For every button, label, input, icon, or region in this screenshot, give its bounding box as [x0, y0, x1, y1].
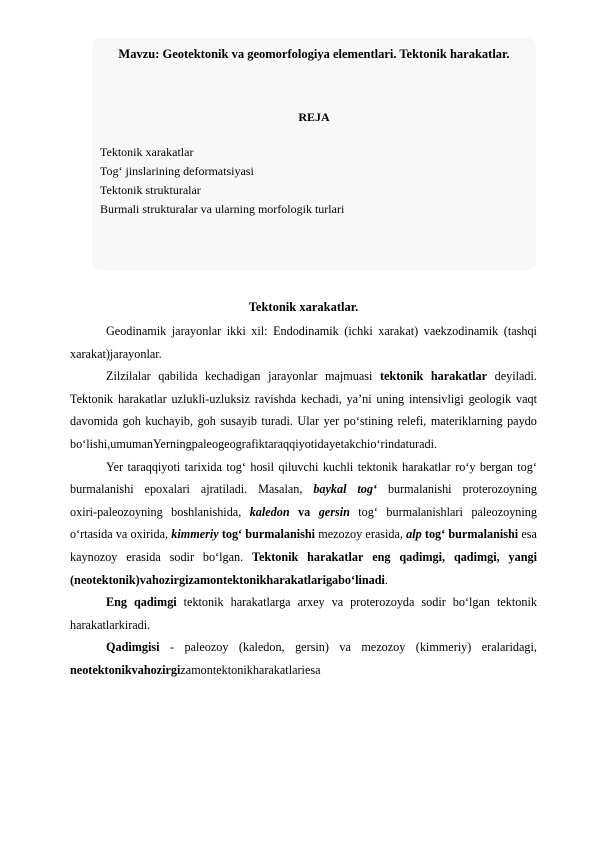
paragraph-line — [70, 388, 537, 411]
word: Ular — [297, 414, 320, 429]
word: harakatlarga — [230, 595, 291, 610]
word: hozirgi — [143, 662, 181, 677]
word: xarakat) — [378, 324, 419, 338]
word: tog‘ — [424, 527, 446, 542]
word: tog‘ — [517, 459, 537, 474]
word: ya’ni — [346, 391, 372, 406]
word: Endodinamik — [273, 324, 339, 338]
word: Zilzilalar — [106, 369, 151, 384]
word: paleozoyning — [471, 504, 537, 519]
word: po‘stining — [343, 414, 394, 429]
word: proterozoyda — [350, 595, 415, 610]
word: tarixida — [184, 459, 222, 474]
word: majmuasi — [325, 369, 373, 384]
word: mezozoy — [318, 527, 363, 542]
word: harakatlari — [252, 662, 305, 677]
word: kuchayib, — [145, 414, 194, 429]
word: va — [339, 640, 351, 655]
word: epoxalari — [144, 482, 190, 497]
word: taraqqiyotida — [264, 436, 330, 451]
paragraph-line — [70, 614, 537, 637]
paragraph-line — [70, 320, 537, 343]
word: harakatlar — [307, 549, 364, 564]
word: tog‘ — [226, 459, 246, 474]
word: kechadigan — [205, 369, 261, 384]
word: harakatlar — [70, 617, 119, 632]
paragraph-line — [70, 659, 537, 682]
word: hozirgi — [151, 572, 189, 587]
word: Masalan, — [258, 482, 303, 497]
word: Yer — [106, 459, 124, 474]
word: deyiladi. — [494, 369, 537, 384]
word: va — [331, 595, 344, 610]
word: (kimmeriy) — [415, 640, 472, 655]
word: geologik — [468, 391, 512, 406]
paragraph-line — [70, 523, 537, 546]
word: yetakchi — [329, 436, 371, 451]
word: Tektonik — [70, 391, 114, 406]
plan-item: Burmali strukturalar va ularning morfologik turlari — [100, 202, 345, 216]
word: harakatlar — [117, 391, 167, 406]
word: Yerning — [152, 436, 192, 451]
word: erasida, — [365, 527, 403, 542]
word: kiradi. — [118, 617, 151, 632]
word: bergan — [479, 459, 513, 474]
word: jarayonlar. — [109, 346, 162, 361]
word: tog‘ — [357, 482, 378, 497]
word: kimmeriy — [171, 527, 219, 542]
word: alp — [406, 527, 422, 542]
word: (ichki — [344, 324, 373, 338]
word: hosil — [250, 459, 275, 474]
word: umuman — [110, 436, 153, 451]
word: va — [131, 662, 144, 677]
word: sodir — [169, 549, 194, 564]
word: xil: — [251, 324, 268, 338]
word: proterozoyning — [462, 482, 537, 497]
word: xarakat) — [70, 346, 110, 361]
word: paleozoy — [184, 640, 229, 655]
page-title: Mavzu: Geotektonik va geomorfologiya elementlari. Tektonik harakatlar. — [118, 47, 510, 61]
word: (neotektonik) — [70, 572, 140, 587]
word: ravishda — [254, 391, 297, 406]
word: paleogeografik — [191, 436, 265, 451]
word: tektonik — [357, 459, 398, 474]
word: bo‘lishi, — [70, 436, 111, 451]
word: kuchli — [322, 459, 354, 474]
word: arxey — [297, 595, 325, 610]
word: o‘rtasida — [70, 527, 113, 542]
word: jarayonlar — [268, 369, 318, 384]
paragraph-line — [70, 501, 537, 524]
plan-item: Tektonik xarakatlar — [100, 145, 194, 159]
word: Eng — [106, 595, 128, 610]
word: eng — [372, 549, 391, 564]
word: sodir — [421, 595, 446, 610]
word: goh — [197, 414, 216, 429]
word: tektonik — [379, 369, 424, 384]
word: tektonik — [223, 572, 267, 587]
word: turadi. — [405, 436, 438, 451]
plan-list — [100, 143, 344, 219]
word: eralaridagi, — [481, 640, 537, 655]
word: ajratiladi. — [200, 482, 248, 497]
word: esa — [521, 527, 537, 542]
paragraph-line — [70, 569, 537, 592]
word: tog‘ — [358, 504, 378, 519]
word: uning — [376, 391, 405, 406]
word: esa — [304, 662, 321, 677]
plan-item: Tog‘ jinslarining deformatsiyasi — [100, 164, 254, 178]
paragraph-line — [70, 456, 537, 479]
word: qadimgi, — [453, 549, 500, 564]
word: kechadi, — [300, 391, 342, 406]
plan-heading: REJA — [298, 110, 330, 124]
word: gersin) — [295, 640, 329, 655]
word: Qadimgisi — [106, 640, 160, 655]
word: kaynozoy — [70, 549, 118, 564]
word: Geodinamik — [106, 324, 167, 338]
paragraph-line — [70, 365, 537, 388]
word: (kaledon, — [238, 640, 285, 655]
section-title: Tektonik xarakatlar. — [248, 300, 359, 314]
paragraph-line — [70, 636, 537, 659]
word: yangi — [508, 549, 537, 564]
word: bo‘lgan — [452, 595, 491, 610]
paragraph-line — [70, 591, 537, 614]
word: yer — [323, 414, 340, 429]
paragraph-line — [70, 478, 537, 501]
word: mezozoy — [361, 640, 406, 655]
word: burmalanishi — [70, 482, 134, 497]
word: intensivligi — [408, 391, 464, 406]
plan-item: Tektonik strukturalar — [100, 183, 201, 197]
word: (tashqi — [503, 324, 537, 338]
word: va — [115, 527, 128, 542]
word: goh — [122, 414, 141, 429]
word: ikki — [226, 324, 246, 338]
word: boshlanishida, — [171, 504, 242, 519]
word: - — [169, 640, 175, 655]
word: burmalanishi — [387, 482, 452, 497]
word: oxirida, — [130, 527, 169, 542]
word: baykal — [313, 482, 347, 497]
word: harakatlar — [402, 459, 451, 474]
word: burmalanishi — [245, 527, 316, 542]
word: taraqqiyoti — [127, 459, 181, 474]
word: va — [298, 504, 311, 519]
word: gersin — [318, 504, 350, 519]
paragraph-line — [70, 546, 537, 569]
word: qabilida — [158, 369, 198, 384]
word: vaqt — [516, 391, 537, 406]
word: zamon — [180, 662, 213, 677]
word: kaledon — [249, 504, 290, 519]
word: burmalanishlari — [386, 504, 463, 519]
word: Tektonik — [252, 549, 299, 564]
word: qadimgi, — [399, 549, 446, 564]
paragraph-line — [70, 343, 537, 366]
word: materiklarning — [430, 414, 503, 429]
word: va — [139, 572, 152, 587]
word: oxiri-paleozoyning — [70, 504, 163, 519]
word: burmalanishi — [448, 527, 519, 542]
word: qadimgi — [134, 595, 177, 610]
word: bo‘lgan. — [202, 549, 244, 564]
word: jarayonlar — [171, 324, 222, 338]
word: erasida — [126, 549, 161, 564]
word: paydo — [507, 414, 537, 429]
word: neotektonik — [70, 662, 132, 677]
body-text — [70, 320, 537, 682]
paragraph-line — [70, 410, 537, 433]
word: davomida — [70, 414, 119, 429]
word: harakatlariga — [266, 572, 339, 587]
word: bo‘linadi. — [338, 572, 388, 587]
word: uzlukli-uzluksiz — [171, 391, 250, 406]
word: relefi, — [397, 414, 427, 429]
word: harakatlar — [430, 369, 488, 384]
word: tektonik — [497, 595, 537, 610]
paragraph-line — [70, 433, 537, 456]
word: o‘rinda — [370, 436, 406, 451]
word: zamon — [188, 572, 224, 587]
word: qiluvchi — [278, 459, 319, 474]
word: vaekzodinamik — [423, 324, 499, 338]
word: susayib — [220, 414, 257, 429]
word: ro‘y — [455, 459, 476, 474]
word: tog‘ — [221, 527, 243, 542]
word: tektonik — [212, 662, 253, 677]
word: tektonik — [183, 595, 224, 610]
word: turadi. — [261, 414, 293, 429]
